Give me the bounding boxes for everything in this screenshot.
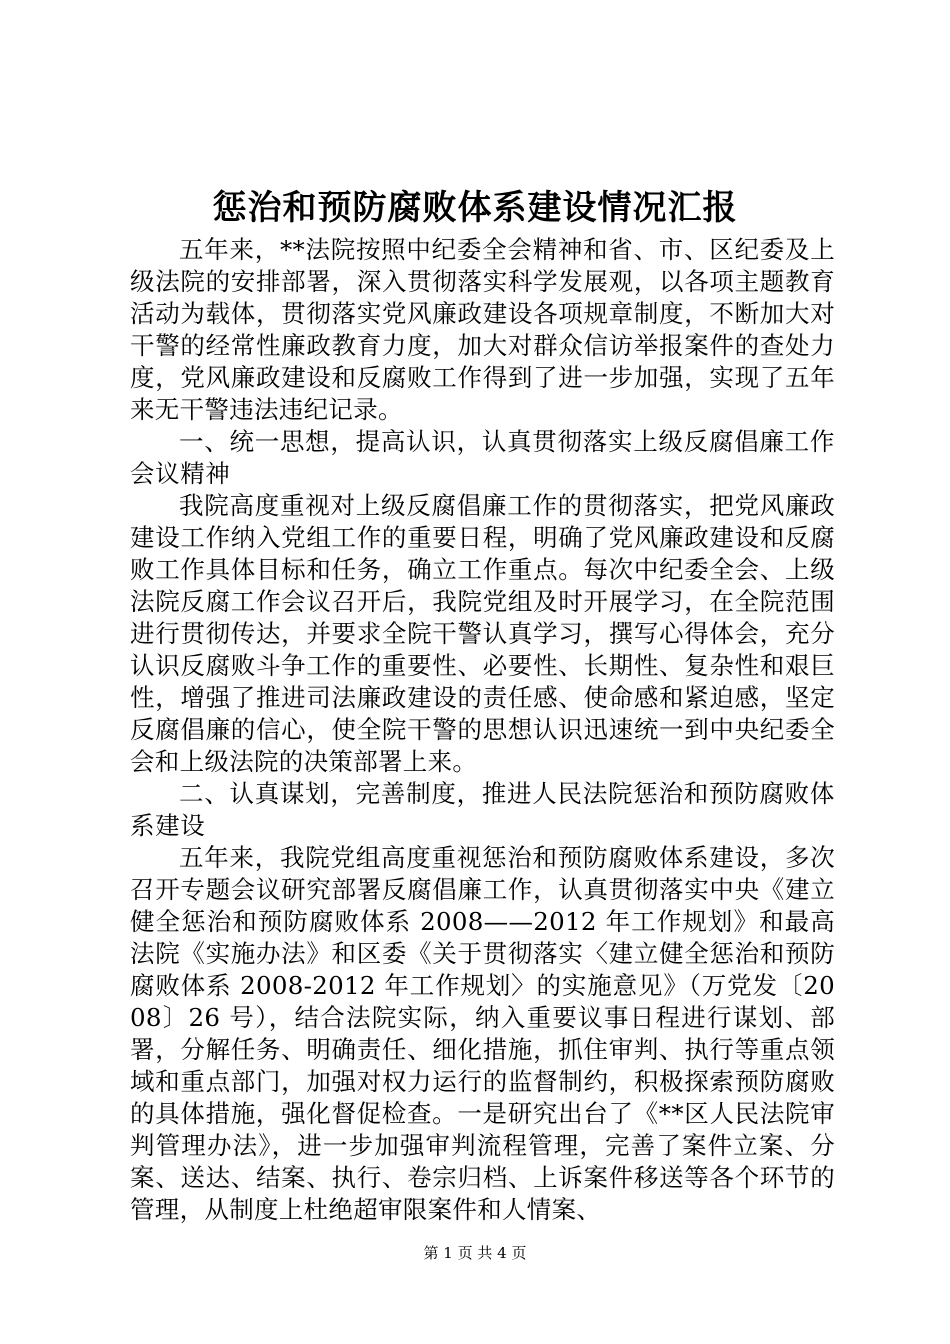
section-heading-2: 二、认真谋划，完善制度，推进人民法院惩治和预防腐败体系建设 [130,779,835,840]
section-2-paragraph: 五年来，我院党组高度重视惩治和预防腐败体系建设，多次召开专题会议研究部署反腐倡廉工作，认真贯彻落实中央《建立健全惩治和预防腐败体系 2008——2012 年工作规划》和最高法院《实施办法》和区委《关于贯彻落实〈建立健全惩治和预防腐败体系 2008-2012 年工作规划〉的实施意见》（万党发〔2008〕26 号），结合法院实际，纳入重要议事日程进行谋划、部署，分解任务、明确责任、细化措施，抓住审判、执行等重点领域和重点部门，加强对权力运行的监督制约，积极探索预防腐败的具体措施，强化督促检查。一是研究出台了《**区人民法院审判管理办法》，进一步加强审判流程管理，完善了案件立案、分案、送达、结案、执行、卷宗归档、上诉案件移送等各个环节的管理，从制度上杜绝超审限案件和人情案、 [130,843,835,1224]
intro-paragraph: 五年来，**法院按照中纪委全会精神和省、市、区纪委及上级法院的安排部署，深入贯彻落实科学发展观，以各项主题教育活动为载体，贯彻落实党风廉政建设各项规章制度，不断加大对干警的经常性廉政教育力度，加大对群众信访举报案件的查处力度，党风廉政建设和反腐败工作得到了进一步加强，实现了五年来无干警违法违纪记录。 [130,235,835,424]
page-number-footer: 第 1 页 共 4 页 [423,1244,527,1262]
section-heading-1: 一、统一思想，提高认识，认真贯彻落实上级反腐倡廉工作会议精神 [130,427,835,488]
document-title: 惩治和预防腐败体系建设情况汇报 [212,188,738,228]
section-1-paragraph: 我院高度重视对上级反腐倡廉工作的贯彻落实，把党风廉政建设工作纳入党组工作的重要日程，明确了党风廉政建设和反腐败工作具体目标和任务，确立工作重点。每次中纪委全会、上级法院反腐工作会议召开后，我院党组及时开展学习，在全院范围进行贯彻传达，并要求全院干警认真学习，撰写心得体会，充分认识反腐败斗争工作的重要性、必要性、长期性、复杂性和艰巨性，增强了推进司法廉政建设的责任感、使命感和紧迫感，坚定反腐倡廉的信心，使全院干警的思想认识迅速统一到中央纪委全会和上级法院的决策部署上来。 [130,491,835,776]
document-body [130,234,835,1226]
